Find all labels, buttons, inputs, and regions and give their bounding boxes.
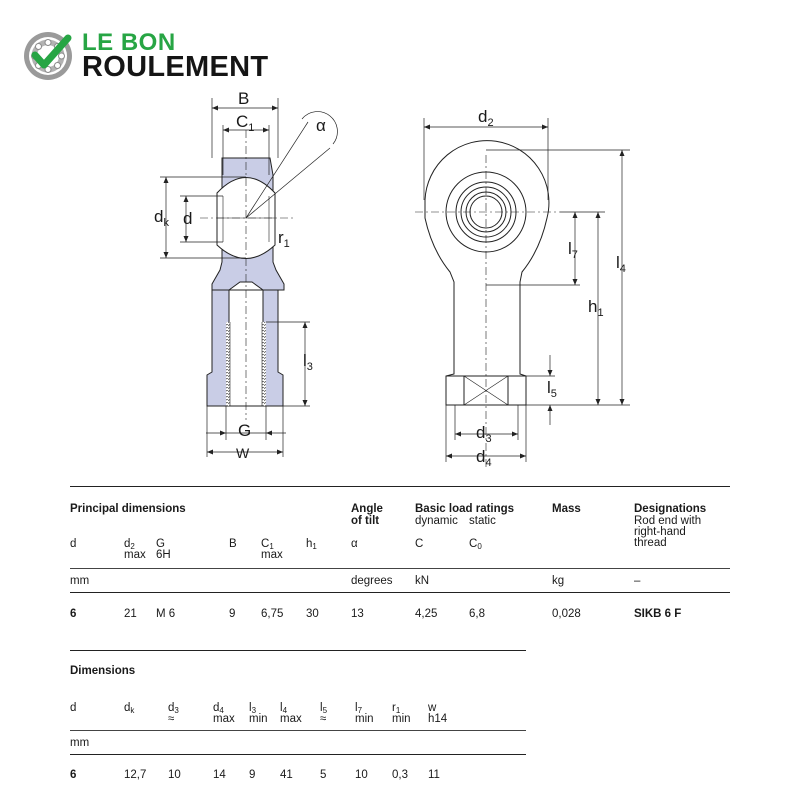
col-d: d bbox=[70, 538, 77, 550]
col-w-qualifier: h14 bbox=[428, 713, 448, 725]
col-r1: r1 bbox=[392, 702, 401, 715]
col-l3: l3 bbox=[249, 702, 257, 715]
label-c1: $C_1$ bbox=[236, 112, 255, 134]
row-d: 6 bbox=[70, 769, 77, 781]
col-d4-qualifier: max bbox=[213, 713, 235, 725]
col-l4: l4 bbox=[280, 702, 288, 715]
label-w: W bbox=[236, 445, 250, 461]
unit-degrees: degrees bbox=[351, 575, 393, 587]
row-l7: 10 bbox=[355, 769, 368, 781]
brand-line-1: LE BON bbox=[82, 29, 176, 56]
group-angle-line2: of tilt bbox=[351, 515, 380, 527]
unit-mm: mm bbox=[70, 575, 90, 587]
section-view bbox=[160, 98, 337, 457]
row-c: 4,25 bbox=[415, 608, 438, 620]
col-g: G bbox=[156, 538, 165, 550]
dimensions-table bbox=[70, 650, 526, 795]
col-h1: h1 bbox=[306, 538, 317, 551]
col-l4-qualifier: max bbox=[280, 713, 302, 725]
col-d4: d4 bbox=[213, 702, 224, 715]
principal-dimensions-table bbox=[70, 486, 730, 626]
label-d4: $d_4$ bbox=[476, 447, 492, 469]
label-d3: $d_3$ bbox=[476, 423, 492, 445]
dimensions-title: Dimensions bbox=[70, 665, 136, 677]
load-dynamic-label: dynamic bbox=[415, 515, 458, 527]
row-d2: 21 bbox=[124, 608, 137, 620]
row-b: 9 bbox=[229, 608, 236, 620]
front-view bbox=[415, 118, 630, 470]
label-dk: $d_k$ bbox=[154, 207, 169, 229]
row-mass: 0,028 bbox=[552, 608, 581, 620]
label-l5: $l_5$ bbox=[547, 378, 557, 400]
group-load-ratings: Basic load ratings bbox=[415, 503, 515, 515]
bearing-check-icon bbox=[22, 29, 78, 85]
label-b: B bbox=[238, 90, 250, 108]
row-l3: 9 bbox=[249, 769, 256, 781]
col-c: C bbox=[415, 538, 424, 550]
col-d3: d3 bbox=[168, 702, 179, 715]
label-alpha: α bbox=[316, 116, 326, 135]
col-l5: l5 bbox=[320, 702, 328, 715]
col-l7-qualifier: min bbox=[355, 713, 374, 725]
row-d: 6 bbox=[70, 608, 77, 620]
row-l5: 5 bbox=[320, 769, 327, 781]
col-r1-qualifier: min bbox=[392, 713, 411, 725]
technical-drawing bbox=[0, 90, 800, 470]
group-mass: Mass bbox=[552, 503, 581, 515]
group-designations: Designations bbox=[634, 503, 707, 515]
col-c1-qualifier: max bbox=[261, 549, 283, 561]
col-g-qualifier: 6H bbox=[156, 549, 171, 561]
load-static-label: static bbox=[469, 515, 496, 527]
label-h1: $h_1$ bbox=[588, 297, 604, 319]
label-l7: $l_7$ bbox=[568, 239, 578, 261]
col-l7: l7 bbox=[355, 702, 363, 715]
label-l3: $l_3$ bbox=[303, 351, 313, 373]
col-d2-qualifier: max bbox=[124, 549, 146, 561]
group-angle-line1: Angle bbox=[351, 503, 383, 515]
unit-kn: kN bbox=[415, 575, 430, 587]
row-r1: 0,3 bbox=[392, 769, 408, 781]
row-c0: 6,8 bbox=[469, 608, 485, 620]
col-c0: C0 bbox=[469, 538, 482, 551]
row-d3: 10 bbox=[168, 769, 181, 781]
unit-kg: kg bbox=[552, 575, 565, 587]
col-b: B bbox=[229, 538, 237, 550]
row-l4: 41 bbox=[280, 769, 293, 781]
designation-note-line1: Rod end with bbox=[634, 515, 702, 527]
row-h1: 30 bbox=[306, 608, 319, 620]
group-principal-dimensions: Principal dimensions bbox=[70, 503, 186, 515]
label-l4: $l_4$ bbox=[616, 253, 626, 275]
col-d3-qualifier: ≈ bbox=[168, 713, 175, 725]
label-g: G bbox=[238, 421, 252, 440]
designation-note-line3: thread bbox=[634, 537, 667, 549]
label-d2: $d_2$ bbox=[478, 107, 494, 129]
label-d: d bbox=[183, 209, 193, 228]
row-g: M 6 bbox=[156, 608, 176, 620]
col-dk: dk bbox=[124, 702, 135, 715]
unit-dash: – bbox=[634, 575, 641, 587]
row-dk: 12,7 bbox=[124, 769, 147, 781]
row-c1: 6,75 bbox=[261, 608, 284, 620]
row-designation: SIKB 6 F bbox=[634, 608, 682, 620]
label-r1: $r_1$ bbox=[278, 228, 290, 250]
col-alpha: α bbox=[351, 538, 358, 550]
row-alpha: 13 bbox=[351, 608, 364, 620]
unit-mm: mm bbox=[70, 737, 90, 749]
col-c1: C1 bbox=[261, 538, 274, 551]
col-l5-qualifier: ≈ bbox=[320, 713, 327, 725]
col-d: d bbox=[70, 702, 77, 714]
brand-line-2: ROULEMENT bbox=[82, 51, 269, 83]
brand-logo bbox=[22, 27, 297, 87]
col-d2: d2 bbox=[124, 538, 135, 551]
row-w: 11 bbox=[428, 769, 440, 781]
col-w: w bbox=[428, 702, 437, 714]
col-l3-qualifier: min bbox=[249, 713, 268, 725]
row-d4: 14 bbox=[213, 769, 226, 781]
designation-note-line2: right-hand bbox=[634, 526, 686, 538]
